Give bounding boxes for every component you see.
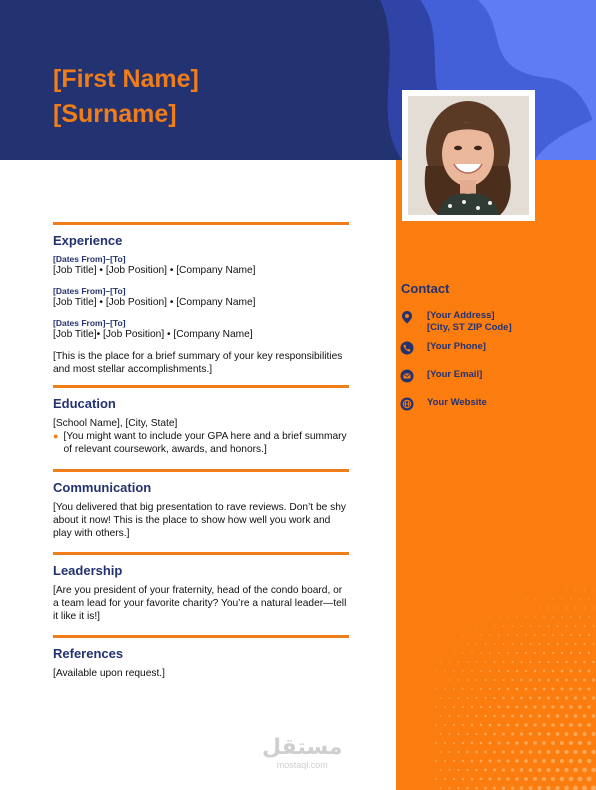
contact-website	[400, 397, 487, 411]
communication-text: [You delivered that big presentation to rave reviews. Don’t be shy about it now! This is the place to show how well you work and play with others.]	[53, 502, 346, 539]
phone-text: [Your Phone]	[427, 341, 486, 352]
first-name: [First Name]	[53, 65, 199, 93]
contact-email	[400, 369, 482, 383]
main-content	[53, 222, 349, 680]
section-divider	[53, 469, 349, 472]
section-divider	[53, 635, 349, 638]
references-heading: References	[53, 646, 124, 661]
experience-job: [Job Title] • [Job Position] • [Company Name]	[53, 265, 256, 276]
location-pin-icon	[400, 310, 414, 324]
experience-summary: [This is the place for a brief summary of your key responsibilities and most stellar accomplishments.]	[53, 351, 343, 375]
education-school: [School Name], [City, State]	[53, 418, 178, 429]
globe-icon	[400, 397, 414, 411]
experience-heading: Experience	[53, 233, 123, 248]
contact-phone	[400, 341, 486, 355]
address-line-2: [City, ST ZIP Code]	[427, 322, 512, 333]
experience-entry	[53, 254, 349, 277]
experience-job: [Job Title] • [Job Position] • [Company Name]	[53, 297, 256, 308]
watermark-logo: مستقل	[262, 735, 343, 760]
bullet-dot-icon: ●	[53, 431, 59, 441]
email-text: [Your Email]	[427, 369, 483, 380]
leadership-heading: Leadership	[53, 563, 123, 578]
references-text: [Available upon request.]	[53, 668, 165, 679]
email-icon	[400, 369, 414, 383]
experience-dates: [Dates From]–[To]	[53, 318, 126, 328]
section-divider	[53, 222, 349, 225]
experience-dates: [Dates From]–[To]	[53, 254, 126, 264]
experience-entry	[53, 286, 349, 309]
experience-entry	[53, 318, 349, 341]
sidebar	[396, 160, 596, 790]
watermark-url: mostaql.com	[276, 760, 328, 770]
halftone-dots-decoration	[396, 160, 596, 790]
education-heading: Education	[53, 396, 116, 411]
leadership-text: [Are you president of your fraternity, head of the condo board, or a team lead for your favorite charity? You’re a natural leader—tell it like it is!]	[53, 585, 347, 622]
communication-heading: Communication	[53, 480, 152, 495]
contact-address	[400, 310, 512, 334]
surname: [Surname]	[53, 100, 177, 128]
profile-photo	[408, 96, 529, 215]
contact-heading: Contact	[401, 281, 450, 296]
education-details: [You might want to include your GPA here and a brief summary of relevant coursework, awards, and honors.]	[63, 431, 347, 455]
section-divider	[53, 552, 349, 555]
watermark	[262, 736, 342, 770]
education-bullet	[53, 430, 349, 456]
address-line-1: [Your Address]	[427, 310, 495, 321]
full-name	[53, 62, 199, 132]
website-text: Your Website	[427, 397, 487, 408]
experience-dates: [Dates From]–[To]	[53, 286, 126, 296]
phone-icon	[400, 341, 414, 355]
experience-job: [Job Title]• [Job Position] • [Company Name]	[53, 329, 253, 340]
profile-photo-frame	[402, 90, 535, 221]
section-divider	[53, 385, 349, 388]
